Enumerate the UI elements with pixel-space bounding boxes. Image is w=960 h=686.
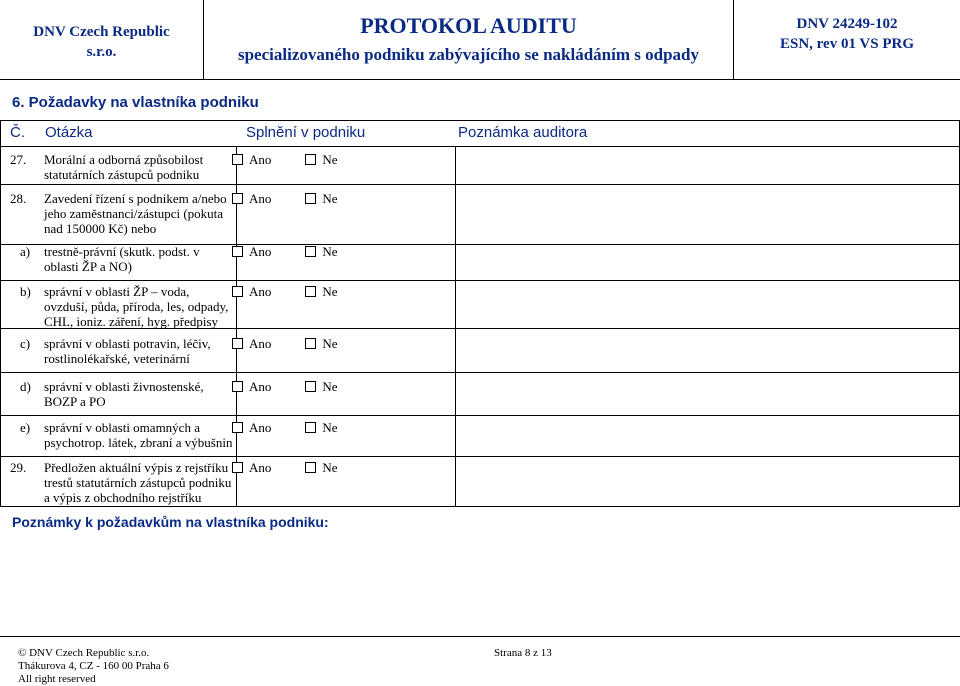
option-no-label: Ne	[322, 460, 338, 475]
option-yes-label: Ano	[249, 152, 272, 167]
doc-id-block	[734, 0, 960, 80]
checkbox-icon[interactable]	[305, 338, 316, 349]
row-question: Morální a odborná způsobilost statutárních zástupců podniku	[44, 152, 204, 182]
document-header	[0, 0, 960, 80]
row-number: e)	[20, 420, 31, 435]
option-no-label: Ne	[322, 336, 338, 351]
option-yes-label: Ano	[249, 460, 272, 475]
option-no-label: Ne	[322, 420, 338, 435]
footer-company	[18, 647, 169, 686]
option-yes-label: Ano	[249, 244, 272, 259]
checkbox-icon[interactable]	[232, 286, 243, 297]
section-title: 6. Požadavky na vlastníka podniku	[12, 94, 259, 111]
row-number: 29.	[10, 460, 27, 475]
option-no-label: Ne	[322, 379, 338, 394]
option-no[interactable]	[305, 460, 337, 475]
option-yes[interactable]	[232, 244, 271, 259]
row-number: a)	[20, 244, 31, 259]
row-border	[0, 280, 960, 281]
doc-revision: ESN, rev 01 VS PRG	[779, 36, 915, 52]
row-number: d)	[20, 379, 31, 394]
column-header-question: Otázka	[45, 124, 93, 141]
divider-fulfilment-note	[455, 146, 456, 506]
answer-options	[232, 152, 338, 167]
footer-copyright: © DNV Czech Republic s.r.o.	[18, 647, 150, 659]
column-header-number: Č.	[10, 124, 25, 141]
column-header-note: Poznámka auditora	[458, 124, 588, 141]
row-border	[0, 372, 960, 373]
option-yes-label: Ano	[249, 379, 272, 394]
title-block	[204, 0, 734, 80]
row-border	[0, 415, 960, 416]
option-yes-label: Ano	[249, 336, 272, 351]
row-number: 27.	[10, 152, 27, 167]
column-header-fulfilment: Splnění v podniku	[246, 124, 366, 141]
option-yes-label: Ano	[249, 191, 272, 206]
checkbox-icon[interactable]	[305, 154, 316, 165]
option-no[interactable]	[305, 284, 337, 299]
answer-options	[232, 284, 338, 299]
checkbox-icon[interactable]	[232, 338, 243, 349]
row-question: správní v oblasti potravin, léčiv, rostlinolékařské, veterinární	[44, 336, 211, 366]
option-yes[interactable]	[232, 420, 271, 435]
answer-options	[232, 191, 338, 206]
document-footer	[0, 636, 960, 686]
footer-address: Thákurova 4, CZ - 160 00 Praha 6	[18, 660, 169, 672]
option-no-label: Ne	[322, 284, 338, 299]
answer-options	[232, 336, 338, 351]
document-title: PROTOKOL AUDITU	[360, 13, 577, 38]
table-left-border	[0, 120, 1, 506]
option-yes[interactable]	[232, 379, 271, 394]
option-no[interactable]	[305, 244, 337, 259]
checkbox-icon[interactable]	[232, 381, 243, 392]
checkbox-icon[interactable]	[232, 154, 243, 165]
page-number: Strana 8 z 13	[494, 647, 552, 659]
checkbox-icon[interactable]	[305, 286, 316, 297]
row-number: 28.	[10, 191, 27, 206]
answer-options	[232, 244, 338, 259]
company-name: DNV Czech Republic	[33, 24, 170, 40]
option-yes-label: Ano	[249, 284, 272, 299]
option-yes[interactable]	[232, 191, 271, 206]
company-block	[0, 0, 204, 80]
row-number: b)	[20, 284, 31, 299]
option-no-label: Ne	[322, 152, 338, 167]
document-subtitle: specializovaného podniku zabývajícího se nakládáním s odpady	[237, 45, 699, 64]
option-no[interactable]	[305, 379, 337, 394]
table-bottom-border	[0, 506, 960, 507]
option-no[interactable]	[305, 336, 337, 351]
answer-options	[232, 460, 338, 475]
header-bottom-border	[0, 146, 960, 147]
option-no[interactable]	[305, 420, 337, 435]
option-yes[interactable]	[232, 460, 271, 475]
checkbox-icon[interactable]	[305, 246, 316, 257]
answer-options	[232, 379, 338, 394]
checkbox-icon[interactable]	[232, 462, 243, 473]
notes-label: Poznámky k požadavkům na vlastníka podniku:	[12, 514, 329, 530]
checkbox-icon[interactable]	[305, 422, 316, 433]
option-yes[interactable]	[232, 284, 271, 299]
option-yes[interactable]	[232, 336, 271, 351]
option-no-label: Ne	[322, 244, 338, 259]
row-question: Předložen aktuální výpis z rejstříku trestů statutárních zástupců podniku a výpis z obchodního rejstříku	[44, 460, 232, 505]
doc-number: DNV 24249-102	[796, 16, 898, 32]
option-yes-label: Ano	[249, 420, 272, 435]
checkbox-icon[interactable]	[232, 246, 243, 257]
footer-rights: All right reserved	[18, 673, 96, 685]
checkbox-icon[interactable]	[232, 422, 243, 433]
checkbox-icon[interactable]	[305, 462, 316, 473]
answer-options	[232, 420, 338, 435]
company-suffix: s.r.o.	[86, 44, 117, 60]
row-question: správní v oblasti ŽP – voda, ovzduší, půda, příroda, les, odpady, CHL, ioniz. záření, hyg. předpisy	[44, 284, 229, 329]
row-question: Zavedení řízení s podnikem a/nebo jeho zaměstnanci/zástupci (pokuta nad 150000 Kč) nebo	[44, 191, 227, 236]
row-question: trestně-právní (skutk. podst. v oblasti ŽP a NO)	[44, 244, 200, 274]
option-no[interactable]	[305, 191, 337, 206]
option-no[interactable]	[305, 152, 337, 167]
option-no-label: Ne	[322, 191, 338, 206]
row-border	[0, 456, 960, 457]
row-number: c)	[20, 336, 31, 351]
checkbox-icon[interactable]	[305, 193, 316, 204]
row-question: správní v oblasti živnostenské, BOZP a PO	[44, 379, 204, 409]
checkbox-icon[interactable]	[232, 193, 243, 204]
row-border	[0, 184, 960, 185]
option-yes[interactable]	[232, 152, 271, 167]
checkbox-icon[interactable]	[305, 381, 316, 392]
row-question: správní v oblasti omamných a psychotrop. látek, zbraní a výbušnin	[44, 420, 233, 450]
